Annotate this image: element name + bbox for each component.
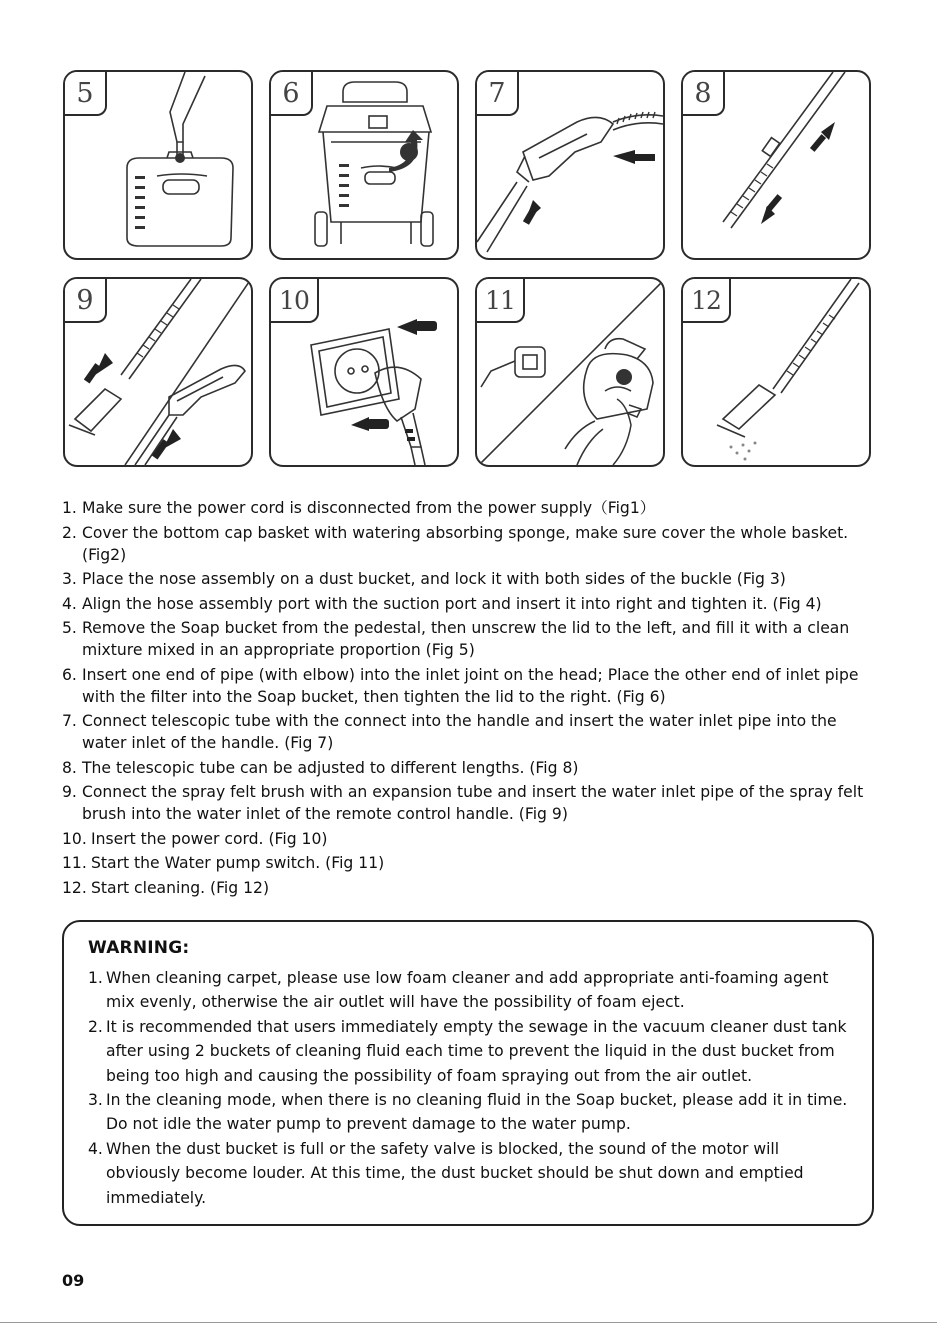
figure-number: 12 xyxy=(683,279,731,323)
figure-5 xyxy=(63,70,253,260)
instruction-steps xyxy=(62,497,882,901)
figure-grid xyxy=(0,0,937,480)
figure-8 xyxy=(681,70,871,260)
warning-title: WARNING: xyxy=(88,938,190,958)
figure-11 xyxy=(475,277,665,467)
step-item: 3. Place the nose assembly on a dust bucket, and lock it with both sides of the buckle (Fig 3) xyxy=(62,570,786,588)
figure-number: 11 xyxy=(477,279,525,323)
figure-number: 5 xyxy=(65,72,107,116)
warning-item: 2. It is recommended that users immediately empty the sewage in the vacuum cleaner dust tank after using 2 buckets of cleaning fluid each time to prevent the liquid in the dust bucket from being too high and causing the possibility of foam spraying out from the air outlet. xyxy=(88,1017,847,1085)
step-item: 9. Connect the spray felt brush with an expansion tube and insert the water inlet pipe of the spray felt brush into the water inlet of the remote control handle. (Fig 9) xyxy=(62,783,864,823)
step-item: 2. Cover the bottom cap basket with watering absorbing sponge, make sure cover the whole basket. (Fig2) xyxy=(62,523,849,564)
step-item: 12. Start cleaning. (Fig 12) xyxy=(62,878,270,897)
figure-number: 8 xyxy=(683,72,725,116)
page-number: 09 xyxy=(62,1271,85,1290)
figure-number: 9 xyxy=(65,279,107,323)
step-item: 11. Start the Water pump switch. (Fig 11) xyxy=(62,854,385,872)
warning-item: 1. When cleaning carpet, please use low foam cleaner and add appropriate anti-foaming agent mix evenly, otherwise the air outlet will have the possibility of foam eject. xyxy=(88,969,829,1012)
warning-list xyxy=(88,966,858,1210)
figure-number: 7 xyxy=(477,72,519,116)
warning-box xyxy=(62,920,874,1226)
figure-6 xyxy=(269,70,459,260)
step-item: 4. Align the hose assembly port with the suction port and insert it into right and tighten it. (Fig 4) xyxy=(62,594,822,613)
figure-12 xyxy=(681,277,871,467)
figure-number: 10 xyxy=(271,279,319,323)
bottom-divider xyxy=(0,1322,937,1323)
step-item: 1. Make sure the power cord is disconnected from the power supply（Fig1） xyxy=(62,499,656,517)
step-item: 7. Connect telescopic tube with the connect into the handle and insert the water inlet pipe into the water inlet of the handle. (Fig 7) xyxy=(62,712,837,752)
step-item: 5. Remove the Soap bucket from the pedestal, then unscrew the lid to the left, and fill it with a clean mixture mixed in an appropriate proportion (Fig 5) xyxy=(62,619,850,659)
step-item: 10. Insert the power cord. (Fig 10) xyxy=(62,829,328,848)
step-item: 8. The telescopic tube can be adjusted to different lengths. (Fig 8) xyxy=(62,758,579,777)
warning-item: 3. In the cleaning mode, when there is no cleaning fluid in the Soap bucket, please add it in time. Do not idle the water pump to prevent damage to the water pump. xyxy=(88,1091,848,1134)
warning-item: 4. When the dust bucket is full or the safety valve is blocked, the sound of the motor will obviously become louder. At this time, the dust bucket should be shut down and emptied immediately. xyxy=(88,1139,804,1207)
step-item: 6. Insert one end of pipe (with elbow) into the inlet joint on the head; Place the other end of inlet pipe with the filter into the Soap bucket, then tighten the lid to the right. (Fig 6) xyxy=(62,665,859,706)
figure-7 xyxy=(475,70,665,260)
figure-9 xyxy=(63,277,253,467)
figure-number: 6 xyxy=(271,72,313,116)
figure-10 xyxy=(269,277,459,467)
